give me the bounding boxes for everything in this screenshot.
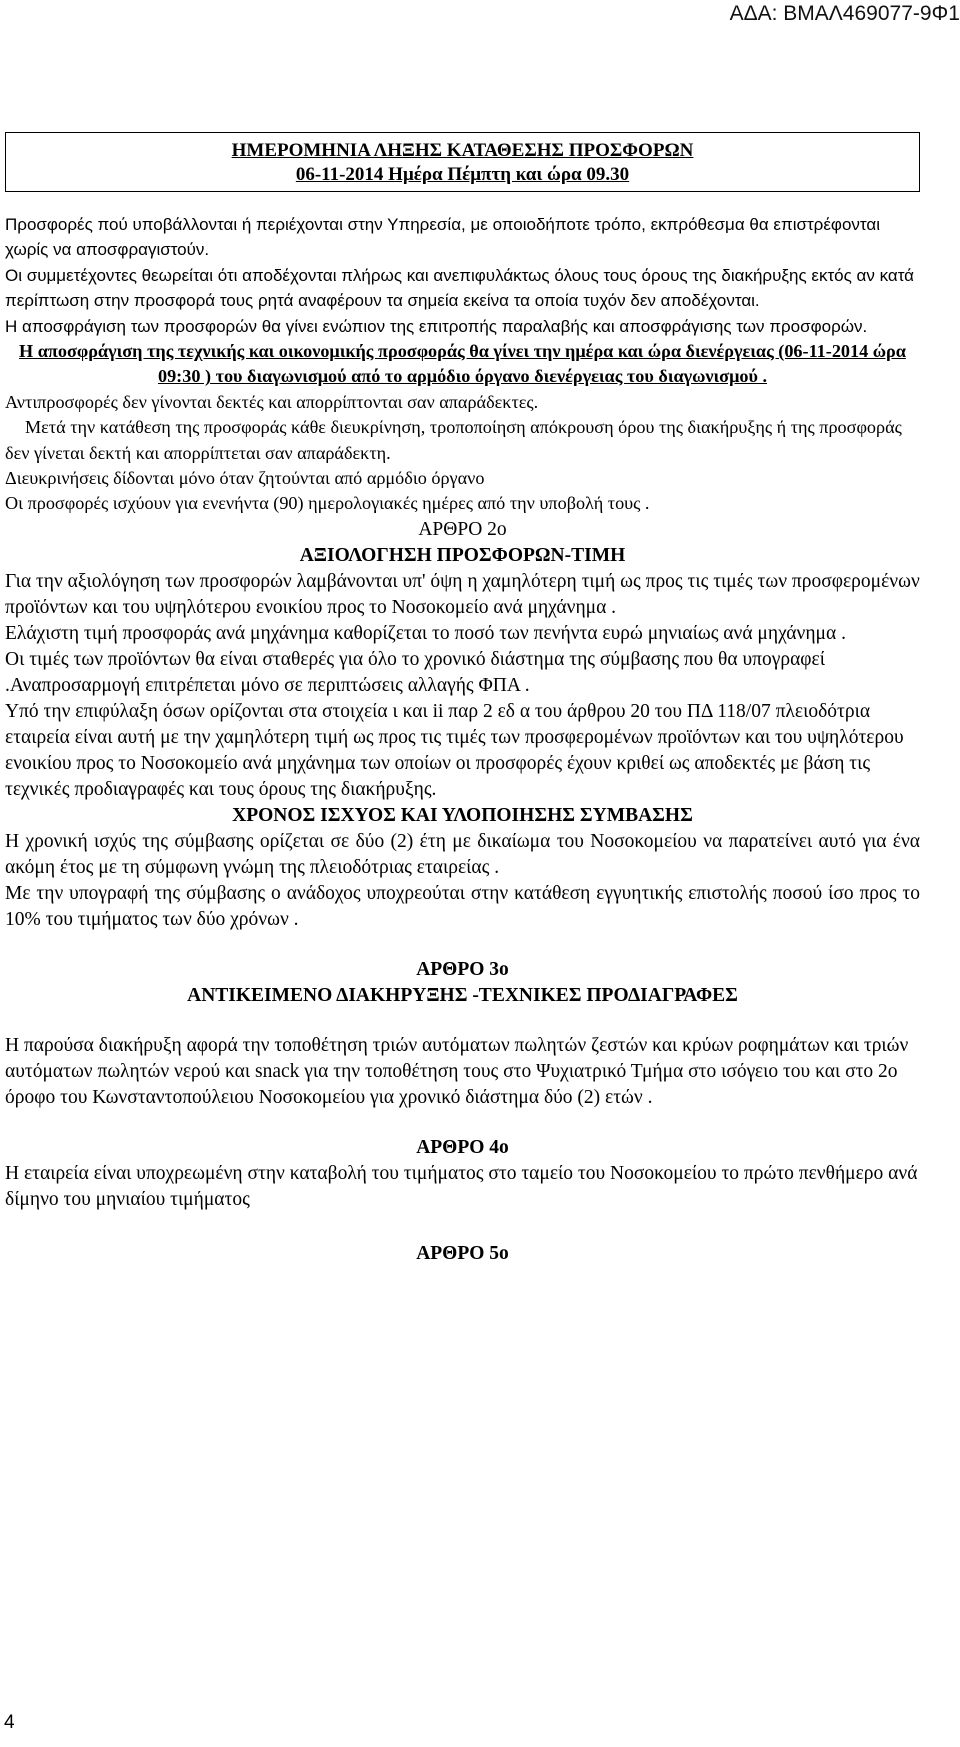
article-3-paragraph-subject: Η παρούσα διακήρυξη αφορά την τοποθέτηση τριών αυτόματων πωλητών ζεστών και κρύων ροφημάτων και τριών αυτόματων πωλητών νερού και snack για την τοποθέτηση τους στο Ψυχιατρικό Τμήμα στο ισόγειο του και στο 2ο όροφο του Κωνσταντοπούλειου Νοσοκομείου για χρονικό διάστημα δύο (2) ετών . <box>5 1034 909 1108</box>
deadline-box <box>5 132 920 192</box>
article-3-title: ΑΝΤΙΚΕΙΜΕΝΟ ΔΙΑΚΗΡΥΞΗΣ -ΤΕΧΝΙΚΕΣ ΠΡΟΔΙΑΓΡΑΦΕΣ <box>187 984 738 1006</box>
page-number: 4 <box>4 1712 15 1733</box>
paragraph-unsealing-date: Η αποσφράγιση της τεχνικής και οικονομικής προσφοράς θα γίνει την ημέρα και ώρα διενέργειας (06-11-2014 ώρα 09:30 ) του διαγωνισμού από το αρμόδιο όργανο διενέργειας του διαγωνισμού . <box>19 341 906 387</box>
paragraph-clarifications: Μετά την κατάθεση της προσφοράς κάθε διευκρίνηση, τροποποίηση απόκρουση όρου της διακήρυξης ή της προσφοράς δεν γίνεται δεκτή και απορρίπτεται σαν απαράδεκτη. <box>5 417 902 463</box>
document-page <box>5 132 920 1267</box>
article-2-paragraph-minimum-price: Ελάχιστη τιμή προσφοράς ανά μηχάνημα καθορίζεται το ποσό των πενήντα ευρώ μηνιαίως ανά μηχάνημα . <box>5 622 846 644</box>
paragraph-late-offers: Προσφορές πού υποβάλλονται ή περιέχονται στην Υπηρεσία, με οποιοδήποτε τρόπο, εκπρόθεσμα θα επιστρέφονται χωρίς να αποσφραγιστούν. <box>5 215 880 260</box>
deadline-title: ΗΜΕΡΟΜΗΝΙΑ ΛΗΞΗΣ ΚΑΤΑΘΕΣΗΣ ΠΡΟΣΦΟΡΩΝ <box>231 140 694 161</box>
article-4-heading: ΑΡΘΡΟ 4ο <box>416 1136 509 1158</box>
article-2-heading: ΑΡΘΡΟ 2ο <box>418 518 507 540</box>
article-2-paragraph-duration: Η χρονική ισχύς της σύμβασης ορίζεται σε δύο (2) έτη με δικαίωμα του Νοσοκομείου να παρατείνει αυτό για ένα ακόμη έτος με τη σύμφωνη γνώμη της πλειοδότριας εταιρείας . <box>5 830 920 878</box>
article-5-heading: ΑΡΘΡΟ 5ο <box>416 1242 509 1264</box>
document-body <box>5 212 920 1267</box>
article-3-heading: ΑΡΘΡΟ 3ο <box>416 958 509 980</box>
ada-code: ΑΔΑ: ΒΜΑΛ469077-9Φ1 <box>729 2 960 25</box>
paragraph-unsealing: Η αποσφράγιση των προσφορών θα γίνει ενώπιον της επιτροπής παραλαβής και αποσφράγισης των προσφορών. <box>5 316 868 336</box>
article-2-paragraph-winner: Υπό την επιφύλαξη όσων ορίζονται στα στοιχεία ι και ii παρ 2 εδ α του άρθρου 20 του ΠΔ 118/07 πλειοδότρια εταιρεία είναι αυτή με την χαμηλότερη τιμή ως προς τις τιμές των προσφερομένων προϊόντων και του υψηλότερου ενοικίου προς το Νοσοκομείο ανά μηχάνημα των οποίων οι προσφορές έχουν κριθεί ως αποδεκτές με βάση τις τεχνικές προδιαγραφές και τους όρους της διακήρυξης. <box>5 700 904 800</box>
article-2-paragraph-guarantee: Με την υπογραφή της σύμβασης ο ανάδοχος υποχρεούται στην κατάθεση εγγυητικής επιστολής ποσού ίσο προς το 10% του τιμήματος των δύο χρόνων . <box>5 882 920 930</box>
paragraph-offer-validity: Οι προσφορές ισχύουν για ενενήντα (90) ημερολογιακές ημέρες από την υποβολή τους . <box>5 493 650 514</box>
article-2-subtitle: ΧΡΟΝΟΣ ΙΣΧΥΟΣ ΚΑΙ ΥΛΟΠΟΙΗΣΗΣ ΣΥΜΒΑΣΗΣ <box>232 804 693 826</box>
paragraph-counter-offers: Αντιπροσφορές δεν γίνονται δεκτές και απορρίπτονται σαν απαράδεκτες. <box>5 391 539 412</box>
article-2-title: ΑΞΙΟΛΟΓΗΣΗ ΠΡΟΣΦΟΡΩΝ-ΤΙΜΗ <box>299 544 626 566</box>
article-2-paragraph-fixed-prices: Οι τιμές των προϊόντων θα είναι σταθερές για όλο το χρονικό διάστημα της σύμβασης που θα υπογραφεί .Αναπροσαρμογή επιτρέπεται μόνο σε περιπτώσεις αλλαγής ΦΠΑ . <box>5 648 825 696</box>
deadline-date: 06-11-2014 Ημέρα Πέμπτη και ώρα 09.30 <box>295 164 630 185</box>
paragraph-clarifications-given: Διευκρινήσεις δίδονται μόνο όταν ζητούνται από αρμόδιο όργανο <box>5 468 485 489</box>
paragraph-acceptance-terms: Οι συμμετέχοντες θεωρείται ότι αποδέχονται πλήρως και ανεπιφυλάκτως όλους τους όρους της διακήρυξης εκτός αν κατά περίπτωση στην προσφορά τους ρητά αναφέρουν τα σημεία εκείνα τα οποία τυχόν δεν αποδέχονται. <box>5 265 915 311</box>
article-2-paragraph-evaluation: Για την αξιολόγηση των προσφορών λαμβάνονται υπ' όψη η χαμηλότερη τιμή ως προς τις τιμές των προσφερομένων προϊόντων και του υψηλότερου ενοικίου προς το Νοσοκομείο ανά μηχάνημα . <box>5 570 920 618</box>
article-4-paragraph-payment: Η εταιρεία είναι υποχρεωμένη στην καταβολή του τιμήματος στο ταμείο του Νοσοκομείου το πρώτο πενθήμερο ανά δίμηνο του μηνιαίου τιμήματος <box>5 1162 918 1210</box>
